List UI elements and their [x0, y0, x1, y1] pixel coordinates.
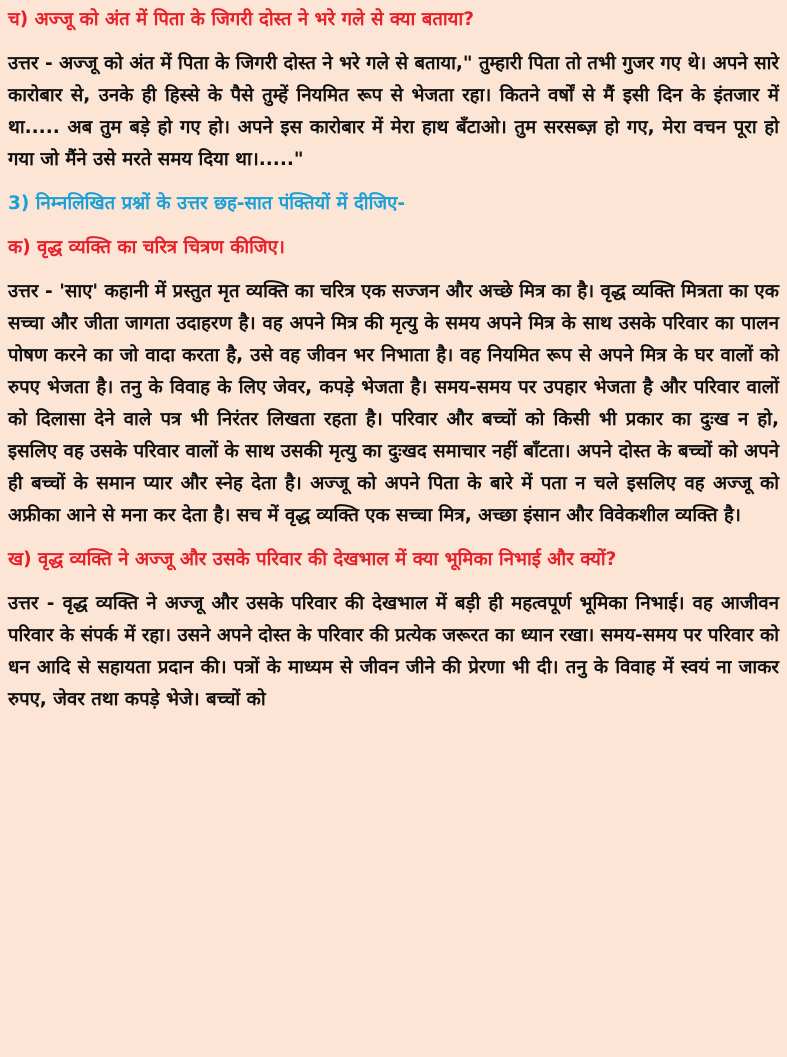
question-ch: च) अज्जू को अंत में पिता के जिगरी दोस्त ने भरे गले से क्या बताया?	[8, 9, 474, 30]
answer-ch: उत्तर - अज्जू को अंत में पिता के जिगरी दोस्त ने भरे गले से बताया," तुम्हारी पिता तो तभी गुजर गए थे। अपने सारे कारोबार से, उनके ही हिस्से के पैसे तुम्हें नियमित रूप से भेजता रहा। कितने वर्षों से मैं इसी दिन के इंतजार में था..... अब तुम बड़े हो गए हो। अपने इस कारोबार में मेरा हाथ बँटाओ। तुम सरसब्ज़ हो गए, मेरा वचन पूरा हो गया जो मैंने उसे मरते समय दिया था।....."	[8, 53, 779, 170]
section-heading-3: 3) निम्नलिखित प्रश्नों के उत्तर छह-सात पंक्तियों में दीजिए-	[8, 193, 406, 214]
answer-ka: उत्तर - 'साए' कहानी में प्रस्तुत मृत व्यक्ति का चरित्र एक सज्जन और अच्छे मित्र का है। वृद्ध व्यक्ति मित्रता का एक सच्चा और जीता जागता उदाहरण है। वह अपने मित्र की मृत्यु के समय अपने मित्र के साथ उसके परिवार का पालन पोषण करने का जो वादा करता है, उसे वह जीवन भर निभाता है। वह नियमित रूप से अपने मित्र के घर वालों को रुपए भेजता है। तनु के विवाह के लिए जेवर, कपड़े भेजता है। समय-समय पर उपहार भेजता है और परिवार वालों को दिलासा देने वाले पत्र भी निरंतर लिखता रहता है। परिवार और बच्चों को किसी भी प्रकार का दुःख न हो, इसलिए वह उसके परिवार वालों के साथ उसकी मृत्यु का दुःखद समाचार नहीं बाँटता। अपने दोस्त के बच्चों को अपने ही बच्चों के समान प्यार और स्नेह देता है। अज्जू को अपने पिता के बारे में पता न चले इसलिए वह अज्जू को अफ्रीका आने से मना कर देता है। सच में वृद्ध व्यक्ति एक सच्चा मित्र, अच्छा इंसान और विवेकशील व्यक्ति है।	[8, 281, 779, 526]
answer-kha: उत्तर - वृद्ध व्यक्ति ने अज्जू और उसके परिवार की देखभाल में बड़ी ही महत्वपूर्ण भूमिका निभाई। वह आजीवन परिवार के संपर्क में रहा। उसने अपने दोस्त के परिवार की प्रत्येक जरूरत का ध्यान रखा। समय-समय पर परिवार को धन आदि से सहायता प्रदान की। पत्रों के माध्यम से जीवन जीने की प्रेरणा भी दी। तनु के विवाह में स्वयं ना जाकर रुपए, जेवर तथा कपड़े भेजे। बच्चों को	[8, 593, 779, 710]
question-kha: ख) वृद्ध व्यक्ति ने अज्जू और उसके परिवार की देखभाल में क्या भूमिका निभाई और क्यों?	[8, 549, 617, 570]
question-ka: क) वृद्ध व्यक्ति का चरित्र चित्रण कीजिए।	[8, 237, 285, 258]
